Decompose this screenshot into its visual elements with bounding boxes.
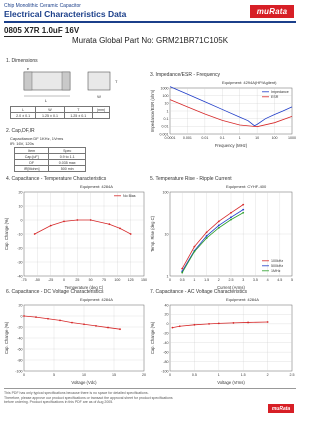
x-tick-label: 0.001 [182,136,192,140]
x-axis-label: Temperature (deg C) [64,285,104,290]
y-tick-label: -80 [17,358,23,363]
cap-dc-chart [4,301,148,387]
data-point [71,322,73,324]
global-part-number: Murata Global Part No: GRM21BR71C105K [71,36,229,45]
x-tick-label: 1.5 [204,278,210,282]
x-tick-label: -50 [34,278,40,282]
thickness-mark: T [115,79,118,84]
brand-text: muRata [256,7,288,16]
x-tick-label: 125 [127,278,134,282]
y-tick-label: 20 [18,303,23,308]
x-tick-label: 2 [217,278,220,282]
x-tick-label: 0 [63,278,65,282]
x-tick-label: 100 [114,278,121,282]
y-axis-label: Cap. Change (%) [150,321,155,355]
section-cap-temp-title: 4. Capacitance - Temperature Characteristics [6,176,107,182]
table-cell: (mm) [92,107,109,113]
plot-area [170,305,292,371]
section-ripple-title: 5. Temperature Rise - Ripple Current [150,176,232,182]
y-tick-label: -40 [17,274,23,279]
x-tick-label: 0.5 [191,373,197,377]
y-tick-label: -20 [17,246,23,251]
y-tick-label: 100 [162,190,169,195]
data-point [172,327,174,329]
y-tick-label: 1000 [160,86,169,91]
table-cell: 2.0 ± 0.1 [11,113,36,119]
y-tick-label: 0 [166,322,169,327]
band-mark: e [26,66,30,71]
y-tick-label: 0.1 [163,116,169,121]
x-axis-label: Current (Arms) [217,285,245,290]
data-point [34,233,36,235]
legend-label: 100kHz [271,259,284,263]
y-tick-label: 100 [162,93,169,98]
document-title: Electrical Characteristics Data [4,9,127,19]
y-tick-label: 0 [20,314,23,319]
table-cell: 0.9 to 1.1 [49,154,86,160]
table-cell: Cap.[uF] [15,154,49,160]
y-tick-label: -30 [17,260,23,265]
x-tick-label: 4 [266,278,269,282]
table-cell: DF [15,160,49,166]
cap-dc-equipment: Equipment: 4284A [80,297,113,302]
dimension-table [10,106,110,119]
y-tick-label: 40 [164,303,169,308]
data-point [242,212,244,214]
y-tick-label: 10 [18,204,23,209]
x-tick-label: 10 [82,373,86,377]
x-tick-label: 100 [271,136,278,140]
table-cell: 0.035 max [49,160,86,166]
data-point [206,231,208,233]
y-tick-label: 0.01 [161,124,169,129]
cap-ac-equipment: Equipment: 4284A [226,297,259,302]
chip-side-view [88,72,110,90]
data-point [194,246,196,248]
y-tick-label: 10 [164,232,169,237]
data-point [20,314,25,319]
data-point [35,316,37,318]
footer-rule [4,388,296,389]
x-tick-label: 150 [141,278,147,282]
data-point [107,327,109,329]
y-tick-label: -60 [163,350,169,355]
data-point [119,228,121,230]
table-cell: L [11,107,36,113]
data-point [247,322,249,324]
x-tick-label: 4.5 [277,278,283,282]
x-tick-label: 5 [53,373,55,377]
data-point [230,216,232,218]
x-axis-label: Voltage (Vdc) [71,380,97,385]
x-tick-label: 1 [193,278,196,282]
table-row [15,166,86,172]
data-point [218,227,220,229]
legend-label: Impedance [271,90,289,94]
data-point [181,268,183,270]
y-tick-label: -10 [17,232,23,237]
x-tick-label: 2 [266,373,269,377]
data-point [59,320,61,322]
table-cell: T [64,107,92,113]
y-tick-label: -80 [163,359,169,364]
data-point [181,272,183,274]
footer-line: Therefore, please approve our product specifications or transact the approval sheet for product specifications [4,395,173,400]
cap-temp-chart [4,188,148,292]
data-point [218,220,220,222]
section-capdfir-title: 2. Cap,DF,IR [6,128,35,134]
x-tick-label: 1000 [288,136,296,140]
data-point [242,204,244,206]
y-tick-label: -100 [15,369,23,374]
y-axis-label: Impedance/ESR (ohm) [150,89,155,133]
x-tick-label: -75 [21,278,27,282]
data-point [63,221,65,223]
x-tick-label: 1 [238,136,241,140]
x-tick-label: 10 [255,136,260,140]
x-axis-label: Voltage (Vrms) [217,380,245,385]
data-point [267,321,269,323]
table-row [11,113,110,119]
x-tick-label: 2.5 [228,278,234,282]
data-point [130,233,132,235]
impedance-equipment: Equipment: 4294A(HP/Agilent) [222,80,277,85]
x-tick-label: 20 [142,373,146,377]
data-point [233,322,235,324]
x-tick-label: 0.01 [201,136,209,140]
capdfir-table [14,147,86,172]
x-tick-label: 0 [169,278,171,282]
y-tick-label: -100 [161,369,169,374]
table-cell: IR[Mohm] [15,166,49,172]
x-tick-label: 50 [88,278,93,282]
table-cell: Spec [49,148,86,154]
x-tick-label: 1 [217,373,220,377]
width-mark: W [97,94,101,99]
data-point [194,251,196,253]
impedance-chart [150,84,296,150]
dimension-drawing [8,66,138,104]
y-axis-label: Temp. Rise (deg C) [150,215,155,253]
y-axis-label: Cap. Change (%) [4,217,9,251]
data-point [50,225,52,227]
data-point [76,219,78,221]
data-point [179,325,181,327]
x-tick-label: -25 [48,278,54,282]
y-tick-label: 0 [20,218,23,223]
table-cell [92,113,109,119]
y-tick-label: -60 [17,347,23,352]
x-tick-label: 15 [112,373,116,377]
x-tick-label: 0 [23,373,25,377]
footer-disclaimer [4,391,244,405]
table-cell: 1.25 ± 0.1 [36,113,64,119]
y-tick-label: 20 [18,190,23,195]
x-axis-label: Frequency (MHz) [214,143,248,148]
section-dimensions-title: 1. Dimensions [6,58,38,64]
x-tick-label: 1.5 [240,373,246,377]
data-point [108,223,110,225]
y-axis-label: Cap. Change (%) [4,321,9,355]
section-cap-ac-title: 7. Capacitance - AC Voltage Characteristics [150,289,247,295]
legend-label: 500kHz [271,264,284,268]
x-tick-label: 2.5 [289,373,295,377]
data-point [90,219,92,221]
cap-ac-chart [150,301,296,387]
section-impedance-title: 3. Impedance/ESR - Frequency [150,72,221,78]
footer-line: This PDF has only typical specifications because there is no space for detailed specifications. [4,391,149,395]
section-cap-dc-title: 6. Capacitance - DC Voltage Characteristics [6,289,104,295]
legend-label: 1MHz [271,269,281,273]
data-point [208,323,210,325]
data-point [206,235,208,237]
data-point [218,322,220,324]
x-tick-label: 0.0001 [164,136,176,140]
data-point [194,324,196,326]
data-point [83,323,85,325]
y-tick-label: 1 [166,109,169,114]
y-tick-label: 20 [164,312,169,317]
footer-brand-text: muRata [271,405,291,412]
y-tick-label: -20 [163,331,169,336]
ripple-equipment: Equipment: CYHF-400 [226,184,267,189]
y-tick-label: 10 [164,101,169,106]
data-point [218,225,220,227]
ir-condition: IR: 16V, 120s [10,141,34,146]
data-point [242,209,244,211]
data-point [95,325,97,327]
cap-temp-equipment: Equipment: 4284A [80,184,113,189]
legend-label: ESR [271,95,279,99]
legend-label: No Bias [123,194,136,198]
x-tick-label: 75 [102,278,106,282]
y-tick-label: -40 [163,341,169,346]
data-point [206,237,208,239]
ripple-chart [150,188,296,292]
y-tick-label: 0.001 [159,132,169,137]
table-cell: W [36,107,64,113]
footer-line: before ordering. Product specifications in this PDF are as of Aug 2005. [4,400,114,405]
data-point [230,219,232,221]
length-mark: L [44,98,48,103]
y-tick-label: -40 [17,336,23,341]
x-tick-label: 0.5 [179,278,185,282]
chip-top-view [24,72,70,90]
part-label: 0805 X7R 1.0uF 16V [4,26,80,35]
y-tick-label: 1 [166,274,169,279]
x-tick-label: 0 [169,373,171,377]
header-subtitle: Chip Monolithic Ceramic Capacitor [4,3,81,9]
data-point [119,328,121,330]
x-tick-label: 3 [242,278,245,282]
x-tick-label: 3.5 [252,278,258,282]
capacitance-condition: Capacitance:DF 1KHz, 1Vrms [10,136,64,141]
x-tick-label: 5 [291,278,293,282]
table-cell: Item [15,148,49,154]
table-cell: 500 min [49,166,86,172]
footer-murata-logo [268,404,294,413]
data-point [47,318,49,320]
data-point [230,212,232,214]
x-tick-label: 0.1 [219,136,225,140]
header-rule [4,21,296,23]
y-tick-label: -20 [17,325,23,330]
murata-logo [250,5,294,18]
x-tick-label: 25 [75,278,80,282]
table-cell: 1.25 ± 0.1 [64,113,92,119]
